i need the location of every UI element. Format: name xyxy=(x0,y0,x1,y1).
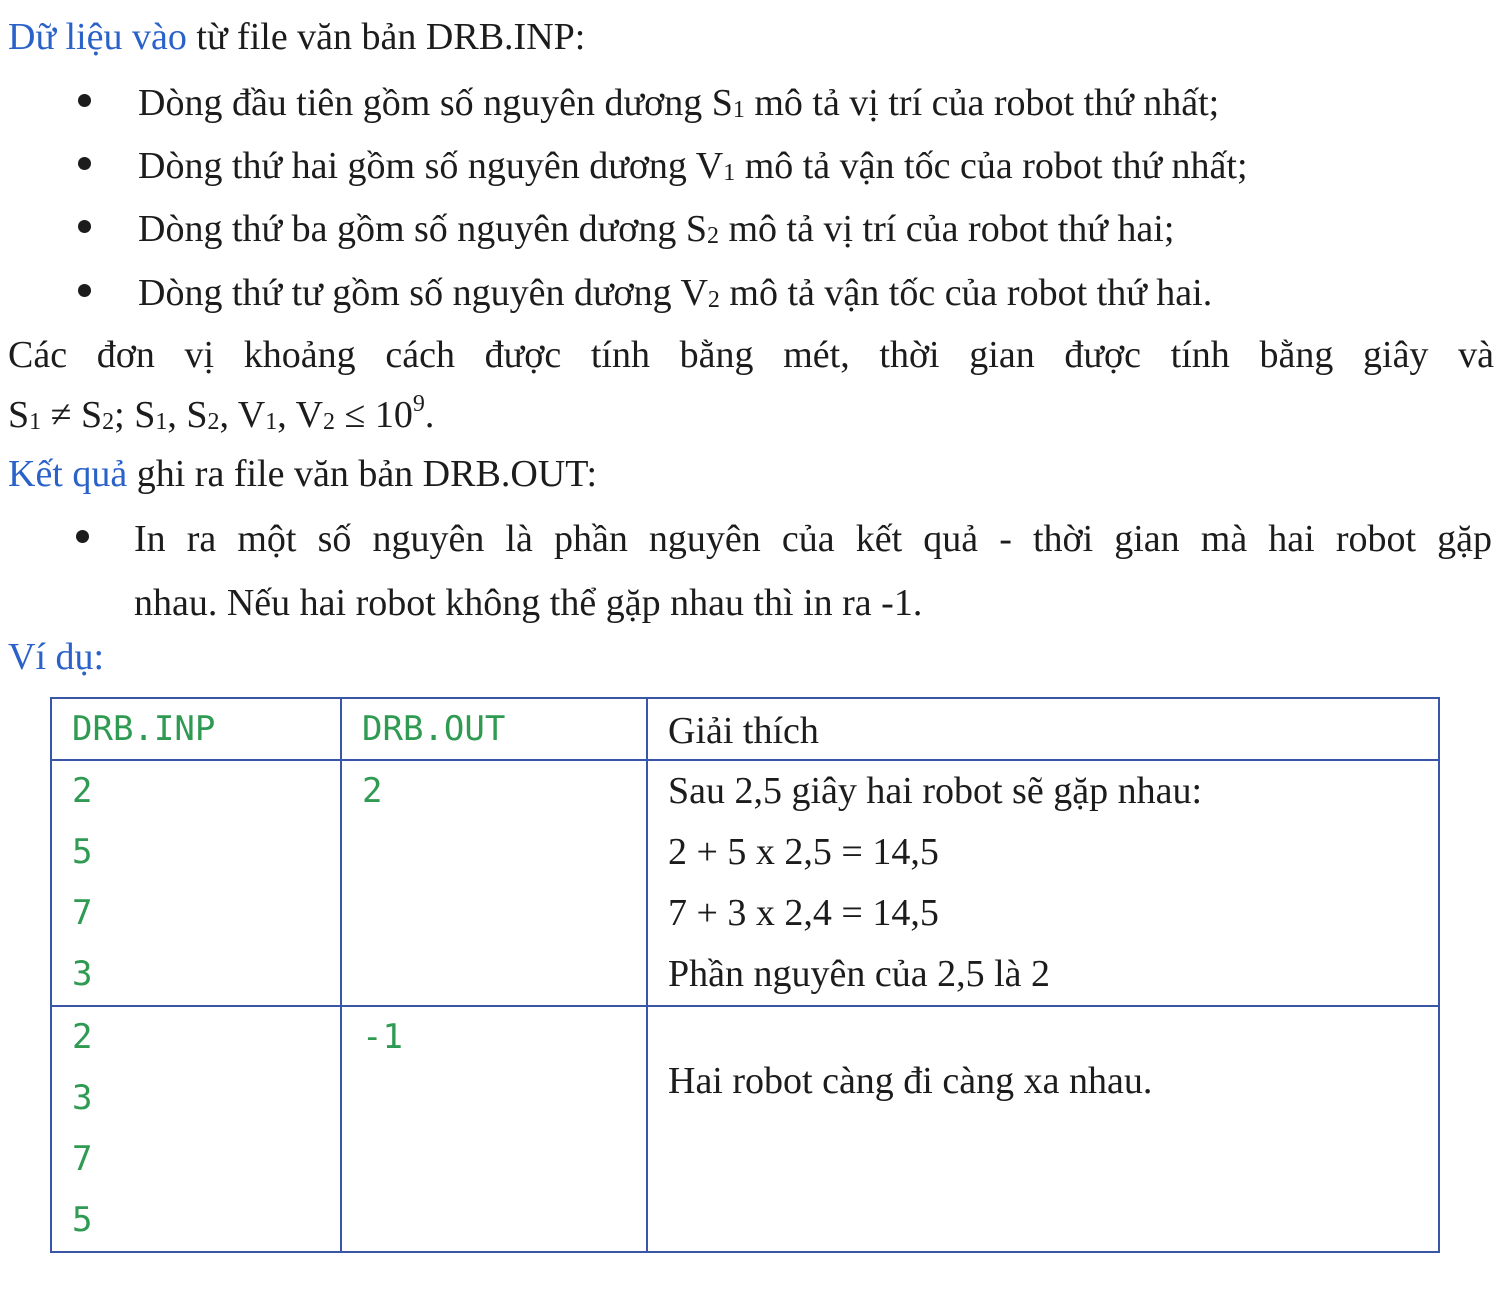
input-item: Dòng thứ hai gồm số nguyên dương V1 mô tả vận tốc của robot thứ nhất; xyxy=(138,145,1248,187)
table-header-cell: Giải thích xyxy=(647,698,1439,760)
input-cell: 2 3 7 5 xyxy=(51,1006,341,1252)
output-cell: 2 xyxy=(341,760,647,1006)
explanation-cell: Hai robot càng đi càng xa nhau. xyxy=(647,1006,1439,1252)
input-heading-text: từ file văn bản DRB.INP: xyxy=(186,16,586,58)
input-item: Dòng thứ ba gồm số nguyên dương S2 mô tả vị trí của robot thứ hai; xyxy=(138,208,1175,250)
input-heading xyxy=(8,18,585,56)
explanation-cell: Sau 2,5 giây hai robot sẽ gặp nhau: 2 + 5 x 2,5 = 14,5 7 + 3 x 2,4 = 14,5 Phần nguyên của 2,5 là 2 xyxy=(647,760,1439,1006)
bullet-icon xyxy=(78,284,91,297)
table-header-cell: DRB.OUT xyxy=(341,698,647,760)
output-heading-label: Kết quả xyxy=(8,453,128,495)
output-item-line-2: nhau. Nếu hai robot không thể gặp nhau thì in ra -1. xyxy=(134,582,923,624)
output-heading-text: ghi ra file văn bản DRB.OUT: xyxy=(127,453,598,495)
constraint-line: S1 ≠ S2; S1, S2, V1, $V2 \le 10^9$. xyxy=(8,391,435,436)
units-line: Các đơn vị khoảng cách được tính bằng mét, thời gian được tính bằng giây và xyxy=(8,334,1494,376)
input-cell: 2 5 7 3 xyxy=(51,760,341,1006)
bullet-icon xyxy=(78,220,91,233)
input-heading-label: Dữ liệu vào xyxy=(8,16,187,58)
bullet-icon xyxy=(78,94,91,107)
input-item: Dòng thứ tư gồm số nguyên dương V2 mô tả vận tốc của robot thứ hai. xyxy=(138,272,1213,314)
table-header-cell: DRB.INP xyxy=(51,698,341,760)
bullet-icon xyxy=(76,530,89,543)
input-item: Dòng đầu tiên gồm số nguyên dương S1 mô tả vị trí của robot thứ nhất; xyxy=(138,82,1220,124)
output-item-line-1: In ra một số nguyên là phần nguyên của kết quả - thời gian mà hai robot gặp xyxy=(134,518,1492,560)
example-table xyxy=(50,697,1440,1253)
output-heading xyxy=(8,455,597,493)
bullet-icon xyxy=(78,157,91,170)
output-cell: -1 xyxy=(341,1006,647,1252)
table-row xyxy=(51,760,1439,1006)
example-heading: Ví dụ: xyxy=(8,636,105,678)
table-header-row xyxy=(51,698,1439,760)
table-row xyxy=(51,1006,1439,1252)
